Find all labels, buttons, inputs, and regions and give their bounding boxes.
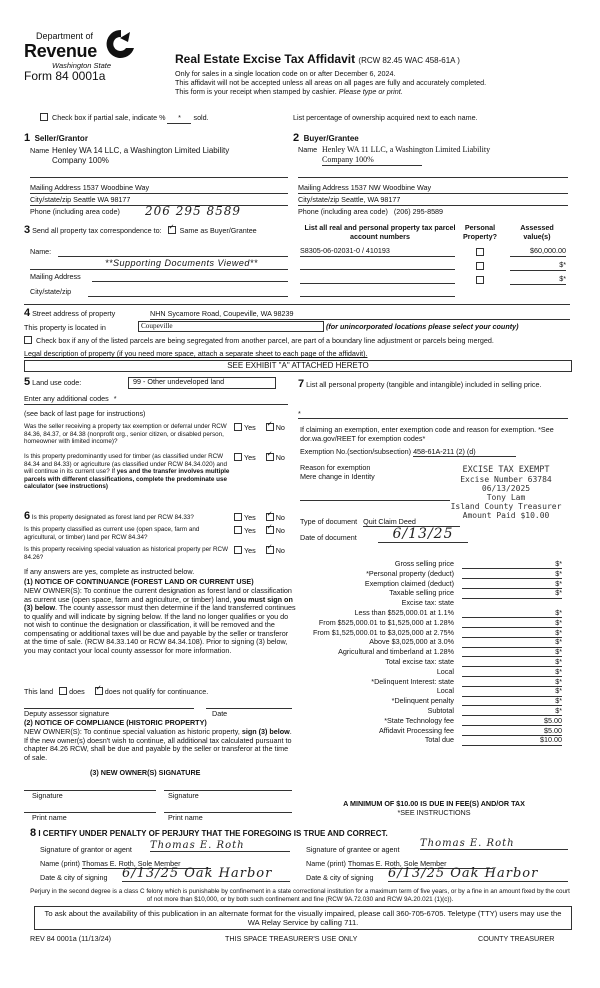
fee-value[interactable]: $*	[462, 678, 562, 687]
additional-codes: Enter any additional codes *	[24, 395, 288, 405]
seller-phone: Phone (including area code)	[30, 207, 120, 216]
seller-heading: 1 Seller/Grantor	[24, 132, 88, 144]
fee-value[interactable]: $*	[462, 648, 562, 657]
exempt-no-value[interactable]: 458-61A-211 (2) (d)	[413, 447, 516, 457]
notice2-body: NEW OWNER(S): To continue special valuation as historic property, sign (3) below. If the new owner(s) doesn't wish to continue, all additional tax calculated pursuant to chapter 84.26 RCW, shall be due and payable by the seller or transferor at the time of sale.	[24, 727, 292, 762]
sec3-heading: 3 Send all property tax correspondence to: ✓ Same as Buyer/Grantee	[24, 226, 257, 236]
seller-name-line2[interactable]: Company 100%	[52, 156, 109, 165]
parcel-number[interactable]: S8305-06-02031-0 / 410193	[300, 247, 455, 257]
sec5-q2-no[interactable]	[266, 453, 274, 461]
fee-value[interactable]: $*	[462, 580, 562, 589]
buyer-name-line1[interactable]: Henley WA 11 LLC, a Washington Limited Liability	[322, 145, 491, 154]
fee-row	[300, 599, 562, 608]
assessed-value[interactable]: $*	[510, 261, 566, 271]
buyer-heading: 2 Buyer/Grantee	[293, 132, 359, 144]
sec6-q3-no[interactable]	[266, 546, 274, 554]
grantor-date-label: Date & city of signing	[40, 873, 108, 882]
exempt-no: Exemption No.(section/subsection) 458-61A-211 (2) (d)	[300, 448, 516, 457]
fee-value[interactable]: $5.00	[462, 717, 562, 726]
sec7-text: 7 List all personal property (tangible and intangible) included in selling price.	[298, 378, 542, 390]
fee-label: *Delinquent Interest: state	[371, 676, 454, 686]
fee-row	[300, 678, 562, 687]
header-note-3: This form is your receipt when stamped by cashier. Please type or print.	[175, 87, 403, 96]
reason-value[interactable]: Mere change in Identity	[300, 472, 375, 481]
sec6-q3-answer: Yes ✓ No	[234, 547, 285, 556]
fee-value[interactable]: $*	[462, 687, 562, 696]
header-note-2: This affidavit will not be accepted unless all areas on all pages are fully and accurately completed.	[175, 78, 487, 87]
fee-label: *State Technology fee	[384, 715, 454, 725]
doc-date-value[interactable]: 6/13/25	[378, 526, 468, 543]
sec5-q1: Was the seller receiving a property tax exemption or deferral under RCW 84.36, 84.37, or 84.38 (nonprofit org., senior citizen, or disabled person, homeowner with limited income)?	[24, 423, 227, 445]
fee-label: *Personal property (deduct)	[366, 568, 454, 578]
fee-row	[300, 648, 562, 657]
assessed-value[interactable]: $60,000.00	[510, 247, 566, 257]
fee-value[interactable]: $10.00	[462, 736, 562, 745]
grantor-signature[interactable]: Thomas E. Roth	[150, 840, 290, 852]
fee-row	[300, 629, 562, 638]
accessibility-note: To ask about the availability of this publication in an alternate format for the visually impaired, please call 360-705-6705. Teletype (TTY) users may use the WA Relay Service by calling 711.	[34, 906, 572, 930]
grantor-name: Name (print) Thomas E. Roth, Sole Member	[40, 860, 211, 869]
owner-print-label-2: Print name	[168, 813, 203, 822]
certify: 8 I CERTIFY UNDER PENALTY OF PERJURY THAT THE FOREGOING IS TRUE AND CORRECT.	[30, 827, 388, 839]
grantor-name-value[interactable]: Thomas E. Roth, Sole Member	[82, 859, 211, 869]
doc-type: Type of document Quit Claim Deed	[300, 518, 460, 527]
partial-sale-value[interactable]: *	[167, 114, 191, 124]
fee-value[interactable]: $*	[462, 570, 562, 579]
seller-name-label: Name	[30, 146, 50, 155]
footer-rev: REV 84 0001a (11/13/24)	[30, 934, 111, 943]
fee-label: Taxable selling price	[389, 588, 454, 598]
personal-property-checkbox[interactable]	[476, 276, 484, 284]
notice3-heading: (3) NEW OWNER(S) SIGNATURE	[90, 768, 201, 777]
fee-value[interactable]: $*	[462, 609, 562, 618]
grantee-name: Name (print) Thomas E. Roth, Sole Member	[306, 860, 493, 869]
fee-label: Gross selling price	[394, 559, 454, 568]
exempt-stamp: EXCISE TAX EXEMPT Excise Number 63784 06/13/2025 Tony Lam Island County Treasurer Amount Paid $10.00	[450, 465, 562, 520]
parcel-row	[300, 247, 568, 257]
sec3-city-label: City/state/zip	[30, 287, 72, 296]
street-label: 4 Street address of property	[24, 307, 116, 319]
sec5-q1-answer: Yes ✓ No	[234, 424, 285, 433]
parcel-row	[300, 275, 568, 285]
sec6-q1-yes[interactable]	[234, 513, 242, 521]
sec6-q2-yes[interactable]	[234, 526, 242, 534]
fee-value[interactable]: $*	[462, 629, 562, 638]
notice1-body: NEW OWNER(S): To continue the current designation as forest land or classification as current use (open space, farm and agriculture, or timber) land, you must sign on (3) below. The county assessor must then determine if the land transferred continues to qualify and will indicate by signing below. If the land no longer qualifies or you do not wish to continue the designation or classification, it will be removed and the compensating or additional taxes will be due and payable by the seller or transferor at the time of sale. (RCW 84.33.140 or RCW 84.34.108). Prior to signing (3) below, you may contact your local county assessor for more information.	[24, 586, 296, 655]
fee-row	[300, 560, 562, 569]
land-does-checkbox[interactable]	[59, 687, 67, 695]
grantee-date-label: Date & city of signing	[306, 873, 374, 882]
fee-row	[300, 580, 562, 589]
located-note: (for unincorporated locations please select your county)	[326, 322, 519, 331]
buyer-phone-value[interactable]: (206) 295-8589	[393, 207, 444, 216]
owner-print-label: Print name	[32, 813, 67, 822]
perjury-note: Perjury in the second degree is a class C felony which is punishable by confinement in a state correctional institution for a maximum term of five years, or by a fine in an amount fixed by the court of not more than $10,000, or by both such confinement and fine (RCW 9A.72.030 and RCW 9A.20.021 (1)(c)).	[30, 888, 570, 903]
fee-value[interactable]: $*	[462, 638, 562, 647]
buyer-mail: Mailing Address 1537 NW Woodbine Way	[298, 184, 568, 194]
fee-row	[300, 727, 562, 736]
same-as-buyer-checkbox[interactable]	[168, 226, 176, 234]
fee-label: Total excise tax: state	[385, 657, 454, 666]
fee-row	[300, 589, 562, 598]
sec6-q3-yes[interactable]	[234, 546, 242, 554]
doc-date-label: Date of document	[300, 533, 357, 542]
agency-logo	[24, 28, 144, 72]
fee-row	[300, 609, 562, 618]
seller-phone-value[interactable]: 206 295 8589	[145, 204, 241, 218]
notice1-heading: (1) NOTICE OF CONTINUANCE (FOREST LAND OR CURRENT USE)	[24, 577, 254, 586]
this-land-row: This land does ✓ does not qualify for continuance.	[24, 688, 208, 697]
parcel-number[interactable]	[300, 261, 455, 270]
ownership-note: List percentage of ownership acquired next to each name.	[293, 113, 478, 122]
fee-row	[300, 658, 562, 667]
fee-value[interactable]: $*	[462, 668, 562, 677]
agency-top: Department of	[36, 31, 94, 41]
deputy-date-label: Date	[212, 709, 228, 718]
sec5-q2: Is this property predominantly used for timber (as classified under RCW 84.34 and 84.33) or agriculture (as classified under RCW 84.34.020) and will continue in its current use? If yes and the transfer involves multiple parcels with different classifications, complete the predominate use calculator (see instructions)	[24, 453, 230, 490]
sec3-name-label: Name:	[30, 247, 52, 256]
fee-label: From $525,000.01 to $1,525,000 at 1.28%	[318, 617, 454, 627]
land-use-label: 5 Land use code:	[24, 376, 82, 388]
see-instructions: *SEE INSTRUCTIONS	[397, 808, 471, 817]
fee-value[interactable]: $*	[462, 619, 562, 628]
fee-label: Total due	[424, 735, 454, 745]
fee-value[interactable]: $*	[462, 560, 562, 569]
land-use-select[interactable]: 99 - Other undeveloped land	[128, 377, 276, 389]
grantor-sig-label: Signature of grantor or agent	[40, 845, 132, 854]
sec6-q3: Is this property receiving special valuation as historical property per RCW 84.26?	[24, 546, 229, 561]
buyer-city-value[interactable]: Seattle, WA 98177	[341, 195, 401, 204]
agency-main: Revenue	[24, 41, 97, 61]
fee-row	[300, 668, 562, 677]
grantor-date[interactable]: 6/13/25 Oak Harbor	[122, 866, 290, 882]
fee-row	[300, 697, 562, 706]
fee-label: Above $3,025,000 at 3.0%	[369, 637, 454, 647]
fee-label: From $1,525,000.01 to $3,025,000 at 2.75%	[312, 627, 454, 637]
reason-label: Reason for exemption	[300, 463, 371, 472]
fee-label: Local	[436, 666, 454, 676]
segregated-checkbox[interactable]	[24, 336, 32, 344]
fee-row	[300, 570, 562, 579]
grantee-signature[interactable]: Thomas E. Roth	[420, 838, 568, 850]
owner-signature-label-2: Signature	[168, 791, 199, 800]
sec6-q1-answer: Yes ✓ No	[234, 514, 285, 523]
fee-label: *Delinquent penalty	[391, 696, 454, 706]
notice2-heading: (2) NOTICE OF COMPLIANCE (HISTORIC PROPERTY)	[24, 718, 207, 727]
minimum-note: A MINIMUM OF $10.00 IS DUE IN FEE(S) AND/OR TAX	[343, 799, 525, 808]
supporting-docs-stamp: **Supporting Documents Viewed**	[105, 258, 258, 268]
see-back: (see back of last page for instructions)	[24, 409, 146, 418]
buyer-phone: Phone (including area code) (206) 295-8589	[298, 207, 444, 216]
fee-label: Agricultural and timberland at 1.28%	[338, 647, 454, 657]
buyer-city: City/state/zip Seattle, WA 98177	[298, 196, 568, 206]
sec6-q1-no[interactable]	[266, 513, 274, 521]
fee-label: Less than $525,000.01 at 1.1%	[354, 608, 454, 617]
additional-codes-value[interactable]: *	[113, 394, 117, 403]
footer-center: THIS SPACE TREASURER'S USE ONLY	[225, 934, 358, 943]
parcel-row	[300, 261, 568, 271]
legal-description[interactable]: SEE EXHIBIT "A" ATTACHED HERETO	[24, 360, 572, 372]
if-yes-note: If any answers are yes, complete as instructed below.	[24, 567, 195, 576]
sec6-q2: Is this property classified as current use (open space, farm and agricultural, or timber) land per RCW 84.34?	[24, 526, 200, 541]
agency-sub: Washington State	[52, 61, 112, 70]
sec3-mail-label: Mailing Address	[30, 272, 81, 281]
sec5-q2-answer: Yes ✓ No	[234, 454, 285, 463]
sec5-q1-yes[interactable]	[234, 423, 242, 431]
land-does-not-checkbox[interactable]	[95, 687, 103, 695]
doc-type-value[interactable]: Quit Claim Deed	[363, 517, 460, 527]
exempt-text: If claiming an exemption, enter exemption code and reason for exemption. *See dor.wa.gov/REET for exemption codes*	[300, 425, 554, 443]
revenue-logo-icon	[106, 28, 136, 60]
parcel-col3: Assessed value(s)	[520, 223, 554, 241]
segregated-row: Check box if any of the listed parcels are being segregated from another parcel, are part of a boundary line adjustment or parcels being merged.	[24, 337, 494, 346]
footer-right: COUNTY TREASURER	[478, 934, 555, 943]
grantee-date[interactable]: 6/13/25 Oak Harbor	[388, 866, 568, 882]
fee-label: Exemption claimed (deduct)	[364, 578, 454, 588]
partial-sale-checkbox[interactable]	[40, 113, 48, 121]
personal-property-value[interactable]: *	[298, 409, 301, 418]
seller-city: City/state/zip Seattle WA 98177	[30, 196, 288, 206]
seller-mail: Mailing Address 1537 Woodbine Way	[30, 184, 288, 194]
personal-property-checkbox[interactable]	[476, 248, 484, 256]
fee-value[interactable]: $*	[462, 697, 562, 706]
deputy-sig-label: Deputy assessor signature	[24, 709, 110, 718]
sec5-q2-yes[interactable]	[234, 453, 242, 461]
located-label: This property is located in	[24, 323, 106, 332]
fee-label: Subtotal	[427, 706, 454, 715]
personal-property-checkbox[interactable]	[476, 262, 484, 270]
sec5-q1-no[interactable]	[266, 423, 274, 431]
sec6-q2-answer: Yes ✓ No	[234, 527, 285, 536]
parcel-col1: List all real and personal property tax parcel account numbers	[304, 223, 456, 241]
street-value[interactable]: NHN Sycamore Road, Coupeville, WA 98239	[150, 310, 570, 320]
fee-label: Affidavit Processing fee	[379, 725, 454, 735]
partial-sale: Check box if partial sale, indicate % * sold.	[40, 114, 209, 124]
fee-value[interactable]: $*	[462, 707, 562, 716]
grantee-sig-label: Signature of grantee or agent	[306, 845, 400, 854]
fee-row	[300, 736, 562, 745]
owner-signature-label: Signature	[32, 791, 63, 800]
fee-row	[300, 717, 562, 726]
fee-row	[300, 619, 562, 628]
header-note-1: Only for sales in a single location code on or after December 6, 2024.	[175, 69, 396, 78]
sec6-q2-no[interactable]	[266, 526, 274, 534]
fee-row	[300, 707, 562, 716]
assessed-value[interactable]: $*	[510, 275, 566, 285]
buyer-mail-value[interactable]: 1537 NW Woodbine Way	[350, 183, 432, 192]
buyer-name-label: Name	[298, 145, 318, 154]
form-title: Real Estate Excise Tax Affidavit (RCW 82.45 WAC 458-61A )	[175, 52, 460, 66]
located-select[interactable]: Coupeville	[138, 321, 324, 332]
parcel-col2: Personal Property?	[463, 223, 497, 241]
seller-name-line1[interactable]: Henley WA 14 LLC, a Washington Limited Liability	[52, 146, 230, 155]
seller-mail-value[interactable]: 1537 Woodbine Way	[82, 183, 150, 192]
buyer-name-line2[interactable]: Company 100%	[322, 156, 422, 166]
fee-value[interactable]: $5.00	[462, 727, 562, 736]
seller-city-value[interactable]: Seattle WA 98177	[73, 195, 131, 204]
form-number: Form 84 0001a	[24, 69, 106, 83]
parcel-number[interactable]	[300, 275, 455, 284]
fee-label: Local	[436, 686, 454, 696]
fee-row	[300, 638, 562, 647]
grantee-name-value[interactable]: Thomas E. Roth, Sole Member	[348, 859, 493, 869]
sec6-q1: 6 Is this property designated as forest land per RCW 84.33?	[24, 510, 194, 522]
fee-label: Excise tax: state	[401, 598, 454, 608]
legal-label: Legal description of property (if you need more space, attach a separate sheet to each page of the affidavit).	[24, 349, 368, 358]
fee-value[interactable]: $*	[462, 658, 562, 667]
fee-value[interactable]: $*	[462, 589, 562, 598]
fee-row	[300, 687, 562, 696]
